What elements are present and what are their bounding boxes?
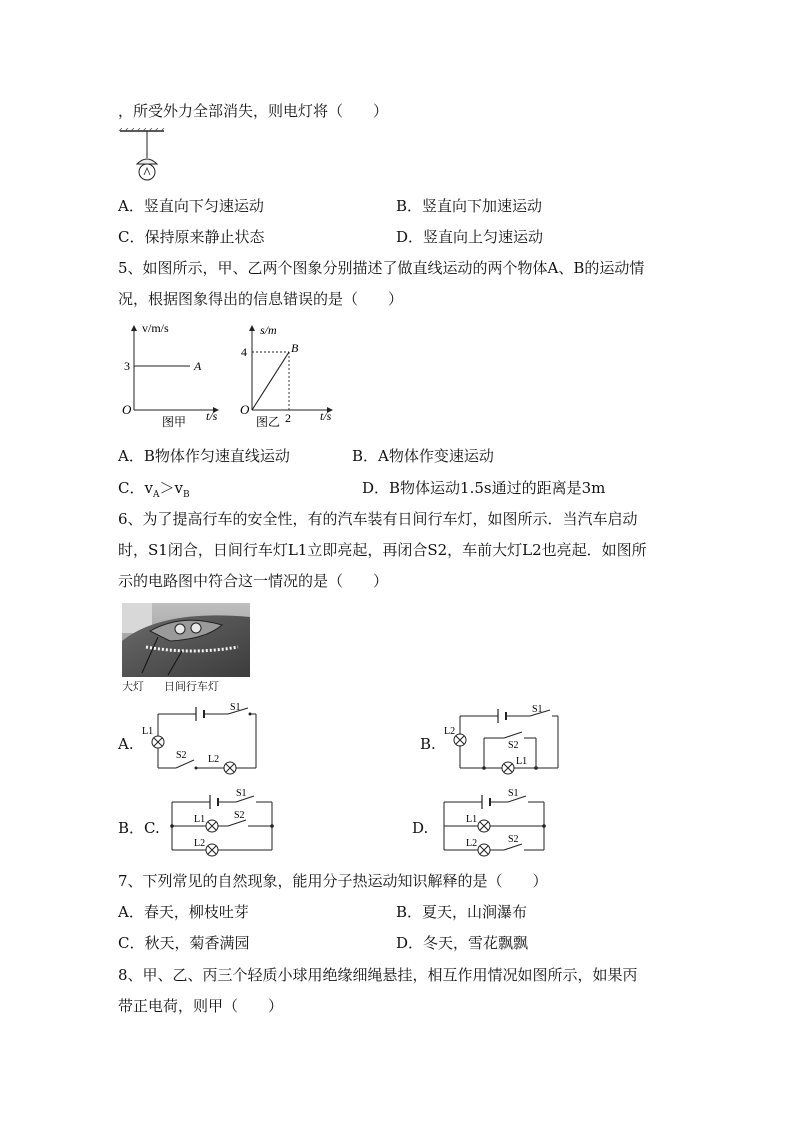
circuit-c-s2-label: S2 bbox=[234, 810, 245, 821]
q5-option-d: D．B物体运动1.5s通过的距离是3m bbox=[362, 479, 606, 497]
q4-stem-tail: ，所受外力全部消失，则电灯将（ ） bbox=[118, 102, 389, 120]
graph-yi-origin: O bbox=[240, 402, 250, 417]
circuit-c-label: B．C. bbox=[118, 819, 160, 837]
graph-yi-series-label: B bbox=[291, 341, 299, 355]
q5-option-b: B．A物体作变速运动 bbox=[352, 447, 494, 465]
circuit-c bbox=[164, 786, 280, 862]
circuit-d bbox=[436, 786, 552, 862]
q5-stem-line1: 5、如图所示，甲、乙两个图象分别描述了做直线运动的两个物体A、B的运动情 bbox=[118, 259, 645, 277]
q4-option-b: B．竖直向下加速运动 bbox=[396, 197, 543, 215]
circuit-a bbox=[140, 702, 260, 778]
q5-option-a: A．B物体作匀速直线运动 bbox=[118, 447, 290, 465]
circuit-b-label: B. bbox=[420, 735, 436, 753]
graph-yi-y-tick: 4 bbox=[241, 345, 247, 359]
graph-jia-origin: O bbox=[122, 402, 132, 417]
q6-stem-line3: 示的电路图中符合这一情况的是（ ） bbox=[118, 572, 389, 590]
photo-label-daytime-light: 日间行车灯 bbox=[164, 680, 219, 693]
q5-option-c: C．$v_A>v_B$ bbox=[118, 479, 190, 500]
graph-yi-caption: 图乙 bbox=[256, 415, 281, 429]
circuit-b-l2-label: L2 bbox=[444, 726, 456, 737]
circuit-c-l1-label: L1 bbox=[194, 814, 206, 825]
q5-stem-line2: 况，根据图象得出的信息错误的是（ ） bbox=[118, 290, 404, 308]
q4-option-d: D．竖直向上匀速运动 bbox=[396, 228, 544, 246]
graph-yi-y-label: s/m bbox=[260, 323, 277, 337]
q4-option-c: C．保持原来静止状态 bbox=[118, 228, 265, 246]
graph-jia-series-label: A bbox=[194, 359, 202, 373]
graph-jia-caption: 图甲 bbox=[162, 415, 187, 429]
circuit-a-s1-label: S1 bbox=[230, 702, 241, 713]
circuit-a-l2-label: L2 bbox=[208, 754, 220, 765]
q8-stem-line2: 带正电荷，则甲（ ） bbox=[118, 997, 284, 1015]
photo-label-headlight: 大灯 bbox=[122, 680, 144, 693]
q6-stem-line1: 6、为了提高行车的安全性，有的汽车装有日间行车灯，如图所示．当汽车启动 bbox=[118, 510, 638, 528]
circuit-d-l2-label: L2 bbox=[466, 838, 478, 849]
graph-jia-y-tick: 3 bbox=[124, 359, 130, 373]
circuit-b-l1-label: L1 bbox=[516, 756, 528, 767]
q7-option-b: B．夏天，山涧瀑布 bbox=[396, 903, 528, 921]
circuit-d-l1-label: L1 bbox=[466, 814, 478, 825]
circuit-b-s1-label: S1 bbox=[532, 704, 543, 715]
circuit-d-s1-label: S1 bbox=[508, 788, 519, 799]
q4-option-a: A．竖直向下匀速运动 bbox=[118, 197, 264, 215]
q7-option-d: D．冬天，雪花飘飘 bbox=[396, 934, 529, 952]
graph-yi-x-label: t/s bbox=[320, 409, 332, 423]
circuit-d-s2-label: S2 bbox=[508, 834, 519, 845]
circuit-a-label: A. bbox=[118, 735, 134, 753]
graph-yi-x-tick: 2 bbox=[285, 411, 291, 425]
circuit-b bbox=[440, 702, 564, 778]
graph-jia-y-label: v/m/s bbox=[142, 321, 169, 335]
q7-stem: 7、下列常见的自然现象，能用分子热运动知识解释的是（ ） bbox=[118, 872, 548, 890]
circuit-c-s1-label: S1 bbox=[236, 788, 247, 799]
circuit-a-s2-label: S2 bbox=[176, 750, 187, 761]
car-headlight-photo bbox=[122, 603, 250, 677]
q8-stem-line1: 8、甲、乙、丙三个轻质小球用绝缘细绳悬挂，相互作用情况如图所示，如果丙 bbox=[118, 966, 638, 984]
graph-yi bbox=[232, 320, 342, 432]
q6-stem-line2: 时，S1闭合，日间行车灯L1立即亮起，再闭合S2，车前大灯L2也亮起．如图所 bbox=[118, 541, 647, 559]
graph-jia-x-label: t/s bbox=[206, 409, 218, 423]
circuit-d-label: D. bbox=[412, 819, 429, 837]
circuit-a-l1-label: L1 bbox=[142, 726, 154, 737]
circuit-c-l2-label: L2 bbox=[194, 838, 206, 849]
q7-option-a: A．春天，柳枝吐芽 bbox=[118, 903, 249, 921]
circuit-b-s2-label: S2 bbox=[508, 740, 519, 751]
hanging-lamp-figure bbox=[118, 128, 168, 188]
graph-jia bbox=[118, 320, 228, 432]
q7-option-c: C．秋天，菊香满园 bbox=[118, 934, 250, 952]
